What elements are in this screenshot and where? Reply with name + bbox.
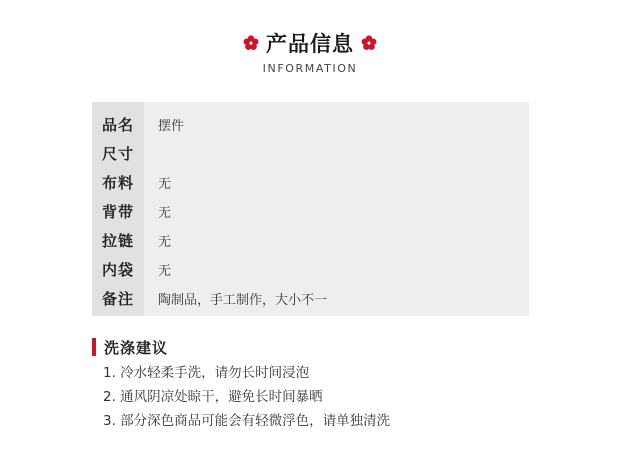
spec-value: 无: [158, 234, 172, 250]
spec-label: 内袋: [101, 260, 134, 279]
care-title: 洗涤建议: [104, 338, 169, 357]
spec-row-fabric: [92, 168, 529, 196]
flower-icon: [243, 35, 259, 51]
spec-row-notes: [92, 284, 529, 312]
page-header: [0, 26, 620, 75]
page-subtitle: INFORMATION: [262, 62, 358, 75]
spec-row-size: [92, 139, 529, 167]
spec-table: [92, 102, 529, 316]
spec-value: 无: [158, 263, 172, 279]
spec-label: 尺寸: [101, 144, 134, 163]
spec-label: 品名: [101, 115, 134, 134]
spec-label: 布料: [101, 173, 134, 192]
care-list: [103, 361, 390, 433]
spec-label: 背带: [101, 202, 134, 221]
spec-label: 备注: [101, 289, 134, 308]
spec-row-inner-pocket: [92, 255, 529, 283]
spec-label: 拉链: [101, 231, 134, 250]
page-title: 产品信息: [266, 32, 354, 56]
spec-value: 陶制品，手工制作，大小不一: [158, 292, 328, 308]
spec-row-zipper: [92, 226, 529, 254]
spec-value: 无: [158, 205, 172, 221]
spec-value: 无: [158, 176, 172, 192]
care-section: [92, 337, 529, 429]
list-item: 3. 部分深色商品可能会有轻微浮色，请单独清洗: [103, 413, 391, 429]
list-item: 2. 通风阴凉处晾干，避免长时间暴晒: [103, 389, 323, 405]
title-row: [0, 26, 620, 60]
spec-row-name: [92, 110, 529, 138]
spec-value: 摆件: [158, 118, 185, 134]
flower-icon: [361, 35, 377, 51]
accent-bar: [92, 338, 96, 356]
care-heading: [92, 337, 529, 357]
list-item: 1. 冷水轻柔手洗，请勿长时间浸泡: [103, 365, 310, 381]
spec-row-strap: [92, 197, 529, 225]
